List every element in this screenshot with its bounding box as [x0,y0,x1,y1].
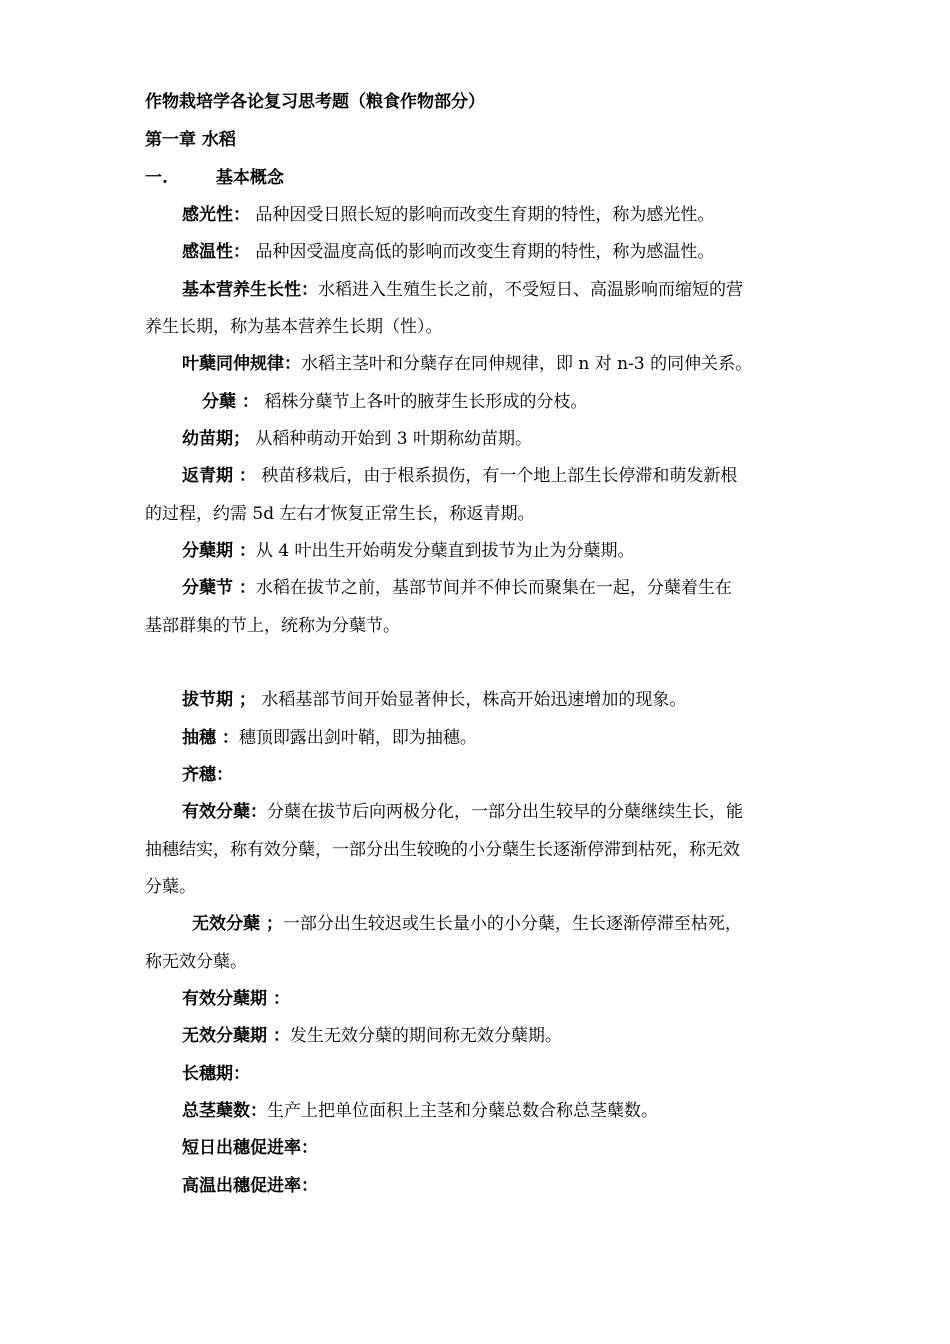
definition-term: 齐穗： [182,765,233,785]
definition-text: 从 4 叶出生开始萌发分蘖直到拔节为止为分蘖期。 [255,541,635,561]
definition-text-continued: 抽穗结实，称有效分蘖，一部分出生较晚的小分蘖生长逐渐停滞到枯死，称无效 [145,840,740,860]
document-title: 作物栽培学各论复习思考题（粮食作物部分） [145,92,485,112]
definition-text: 秧苗移栽后，由于根系损伤，有一个地上部生长停滞和萌发新根 [255,466,738,486]
definition-term: 分蘖节 ： [182,578,256,598]
definition-term: 长穗期： [182,1064,250,1084]
definition-term: 抽穗 ： [182,728,239,748]
definition-term: 拔节期 ； [182,690,256,710]
definition-text-continued: 的过程，约需 5d 左右才恢复正常生长，称返青期。 [145,504,535,524]
definition-entry [182,1100,658,1122]
definition-text: 水稻基部节间开始显著伸长，株高开始迅速增加的现象。 [255,690,687,710]
definition-entry [182,428,532,450]
definition-entry [182,1025,562,1047]
definition-entry [192,913,742,935]
definition-term: 有效分蘖： [182,802,267,822]
section-heading [145,167,284,189]
definition-term: 感光性： [182,205,250,225]
definition-term: 感温性： [182,242,250,262]
definition-entry [182,1175,318,1197]
definition-term: 高温出穗促进率： [182,1176,318,1196]
definition-text-continued: 基部群集的节上，统称为分蘖节。 [145,616,400,636]
definition-term: 无效分蘖期 ： [182,1026,290,1046]
definition-term: 分蘖 ： [202,392,259,412]
definition-text: 稻株分蘖节上各叶的腋芽生长形成的分枝。 [258,392,588,412]
definition-text-continued: 称无效分蘖。 [145,952,247,972]
definition-entry [182,577,732,599]
definition-entry [182,241,714,263]
definition-entry [182,1137,318,1159]
definition-text: 水稻主茎叶和分蘖存在同伸规律，即 n 对 n-3 的同伸关系。 [301,354,753,374]
definition-text: 分蘖在拔节后向两极分化，一部分出生较早的分蘖继续生长，能 [267,802,743,822]
definition-text-continued: 分蘖。 [145,877,196,897]
definition-term: 基本营养生长性： [182,280,318,300]
definition-entry [182,689,686,711]
definition-term: 叶蘖同伸规律： [182,354,301,374]
definition-entry [182,801,743,823]
definition-term: 有效分蘖期 ： [182,989,290,1009]
definition-text: 发生无效分蘖的期间称无效分蘖期。 [289,1026,562,1046]
definition-text: 生产上把单位面积上主茎和分蘖总数合称总茎蘖数。 [267,1101,658,1121]
definition-text-continued: 养生长期，称为基本营养生长期（性）。 [145,317,443,337]
definition-term: 无效分蘖 ； [192,914,283,934]
definition-text: 品种因受日照长短的影响而改变生育期的特性，称为感光性。 [250,205,715,225]
definition-text: 穗顶即露出剑叶鞘，即为抽穗。 [238,728,477,748]
definition-entry [182,727,477,749]
definition-entry [182,353,752,375]
section-title: 基本概念 [215,168,284,188]
definition-entry [182,465,737,487]
definition-term: 返青期 ： [182,466,256,486]
definition-entry [182,764,233,786]
definition-text: 品种因受温度高低的影响而改变生育期的特性，称为感温性。 [250,242,715,262]
definition-text: 水稻进入生殖生长之前，不受短日、高温影响而缩短的营 [318,280,743,300]
definition-term: 分蘖期 ： [182,541,256,561]
section-number: 一. [145,168,168,188]
definition-entry [182,988,290,1010]
definition-text: 从稻种萌动开始到 3 叶期称幼苗期。 [250,429,533,449]
definition-entry [182,279,743,301]
definition-entry [202,391,587,413]
definition-entry [182,1063,250,1085]
definition-term: 短日出穗促进率： [182,1138,318,1158]
definition-term: 总茎蘖数： [182,1101,267,1121]
definition-term: 幼苗期； [182,429,250,449]
definition-text: 水稻在拔节之前，基部节间并不伸长而聚集在一起，分蘖着生在 [255,578,732,598]
definition-entry [182,204,714,226]
definition-entry [182,540,635,562]
chapter-heading: 第一章 水稻 [145,130,236,150]
definition-text: 一部分出生较迟或生长量小的小分蘖，生长逐渐停滞至枯死， [282,914,742,934]
